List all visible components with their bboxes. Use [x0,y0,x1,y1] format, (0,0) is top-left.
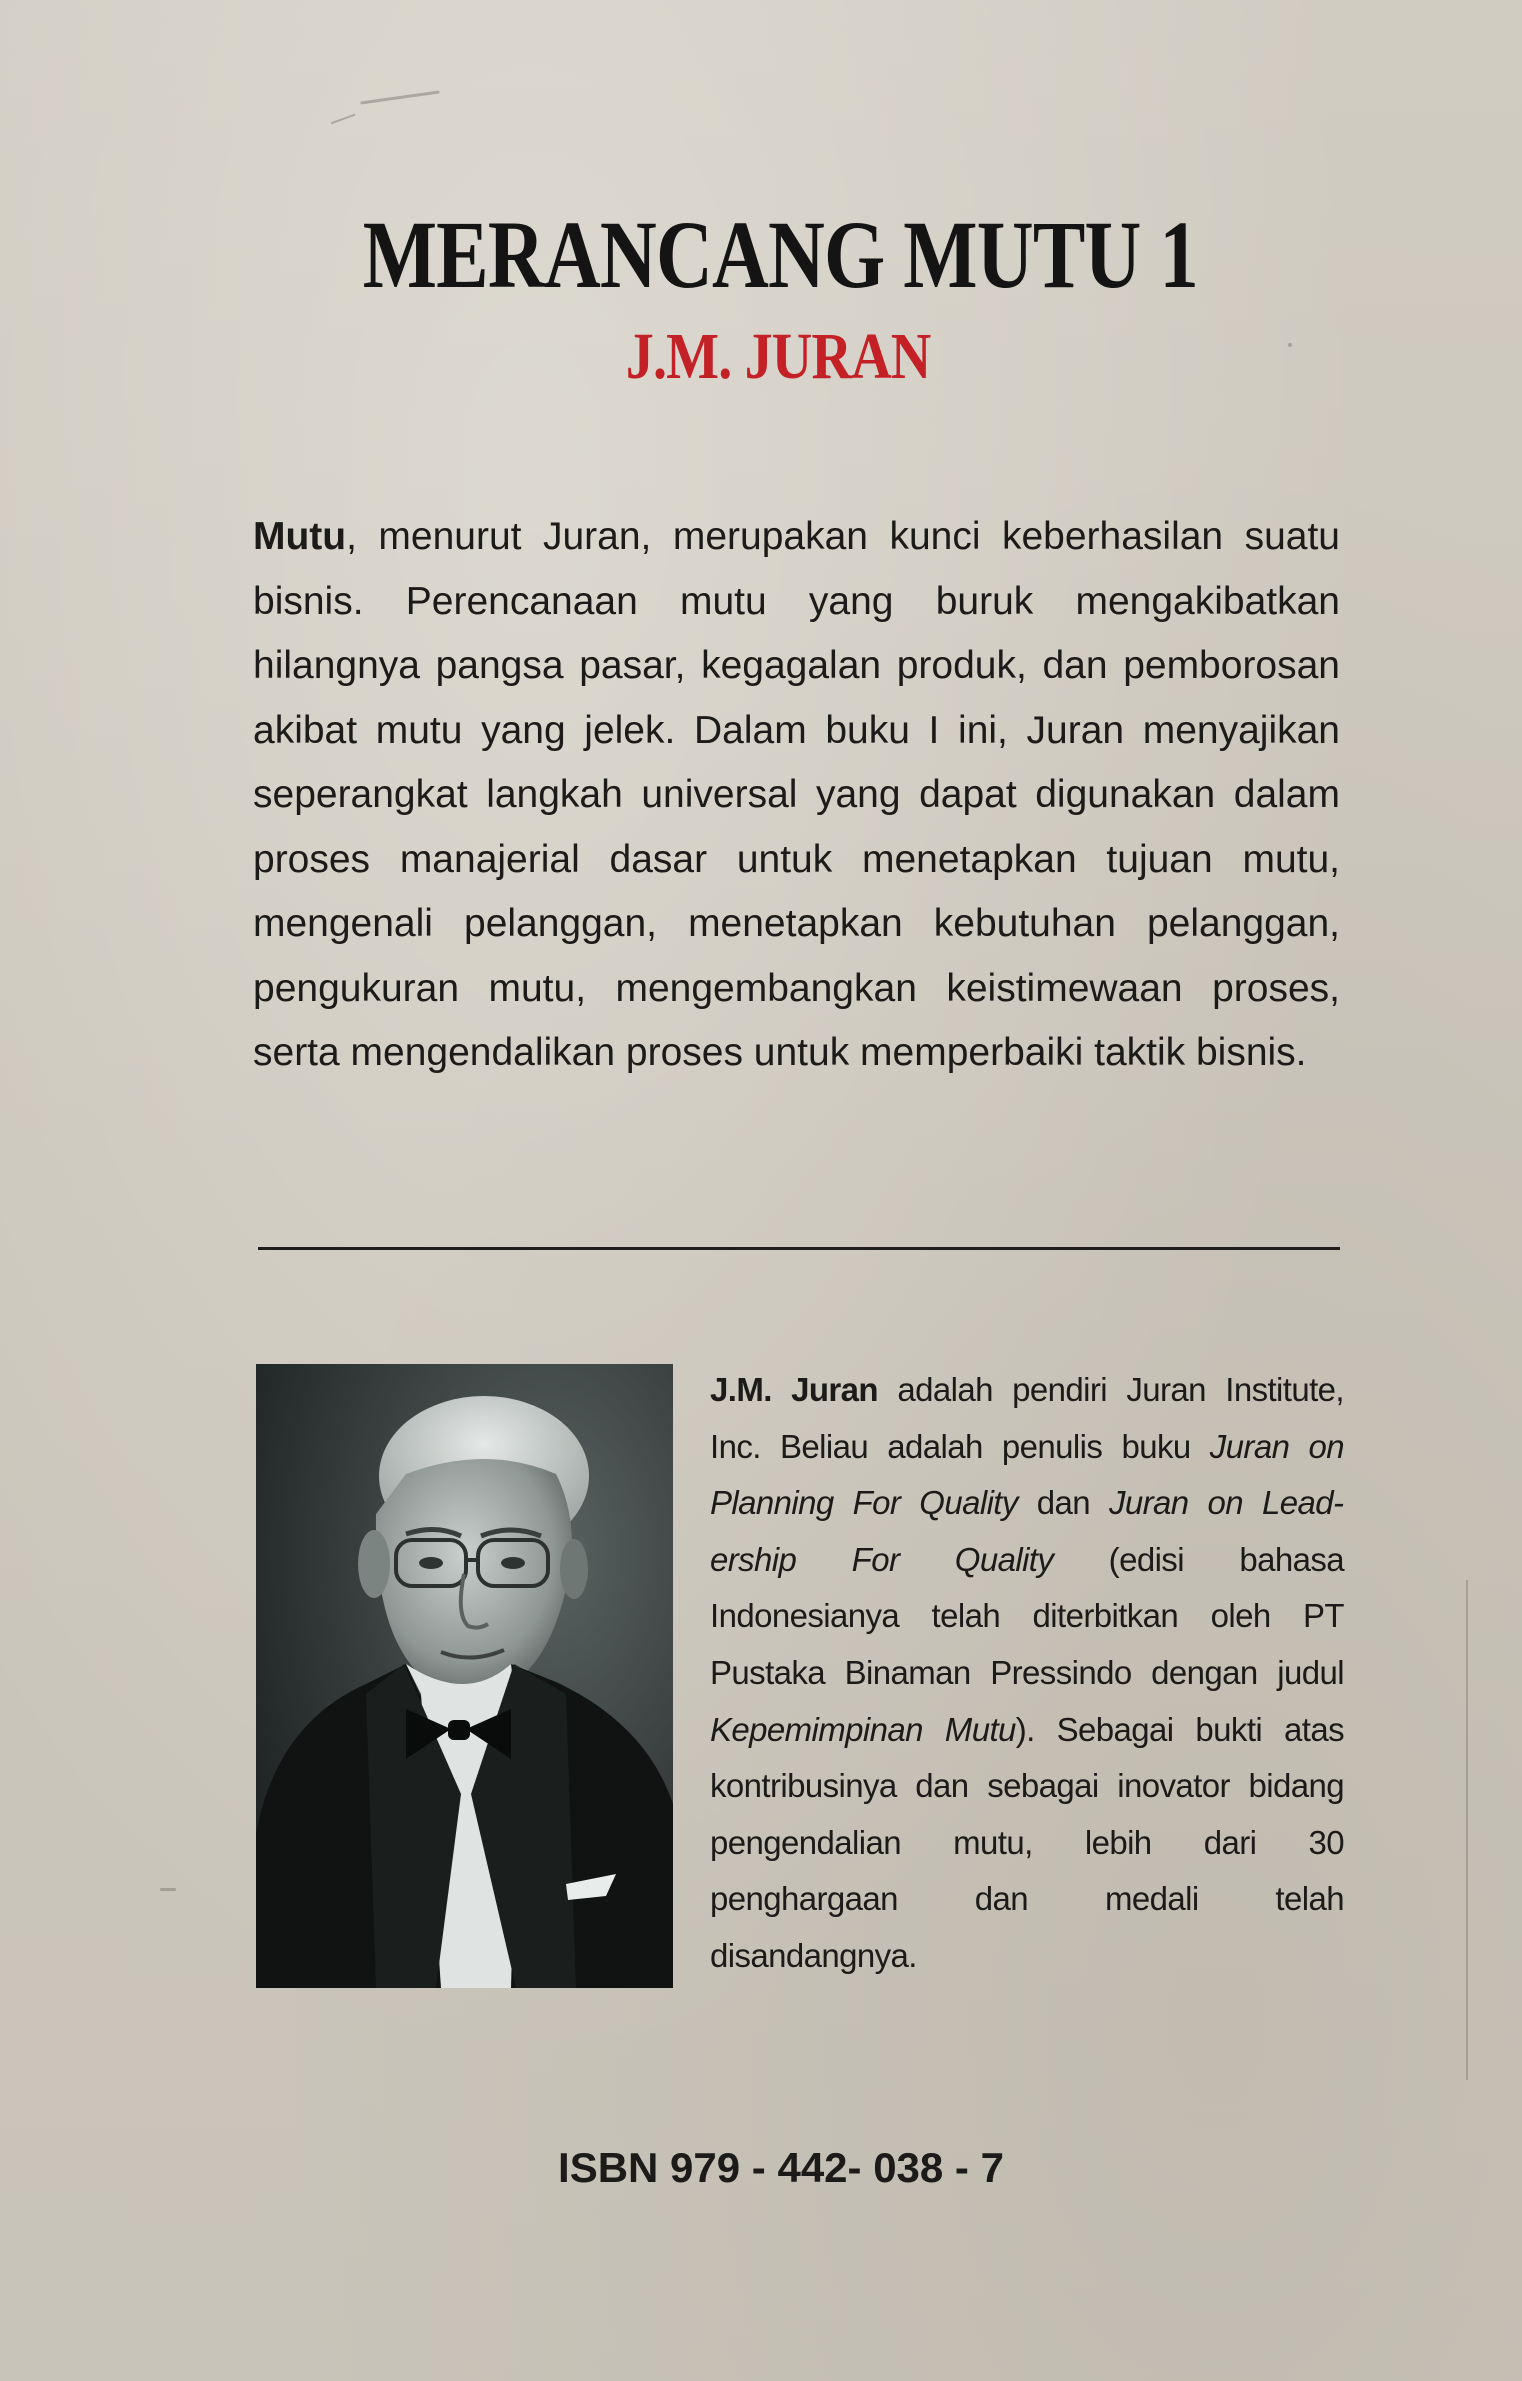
bio-text: ). Sebagai bukti atas kontribusinya dan sebagai inovator bidang pengendalian mutu, lebih dari 30 penghargaan dan medali telah disandangnya. [710,1710,1344,1974]
cover-edge-crease [1466,1580,1468,2080]
book-title: MERANCANG MUTU 1 [362,201,1198,308]
blurb-text: , menurut Juran, merupakan kunci keberhasilan suatu bisnis. Perencanaan mutu yang buruk mengakibatkan hilangnya pangsa pasar, kegagalan produk, dan pemborosan akibat mutu yang jelek. Dalam buku I ini, Juran menyajikan seperangkat langkah universal yang dapat digunakan dalam proses manajerial dasar untuk menetapkan tujuan mutu, mengenali pelanggan, menetapkan kebutuhan pelanggan, pengukuran mutu, mengembangkan keistimewaan proses, serta mengendalikan proses untuk memperbaiki taktik bisnis. [253,515,1340,1074]
isbn-number: ISBN 979 - 442- 038 - 7 [558,2144,1004,2191]
bio-author-name: J.M. Juran [710,1371,878,1408]
author-portrait-icon [256,1364,673,1988]
paper-scuff [360,90,440,104]
book-author: J.M. JURAN [625,320,931,393]
bio-text: dan [1017,1484,1109,1522]
section-divider [258,1247,1340,1250]
paper-scuff [330,114,355,125]
bio-text: adalah pendiri Juran Institute, Inc. Beliau adalah penulis buku [710,1371,1344,1465]
bio-book-title: Juran on Planning For Quality [710,1427,1345,1522]
paper-scuff [160,1888,176,1891]
author-portrait-photo [256,1364,673,1988]
bio-text: (edisi bahasa Indonesianya telah diterbitkan oleh PT Pustaka Binaman Pressindo dengan judul [710,1540,1344,1691]
bio-book-title: Kepemimpinan Mutu [710,1710,1016,1748]
bio-book-title: Juran on Leadership For Quality [710,1484,1344,1578]
book-blurb [253,505,1340,1086]
author-biography [710,1362,1344,1985]
blurb-lead-word: Mutu [253,515,347,558]
